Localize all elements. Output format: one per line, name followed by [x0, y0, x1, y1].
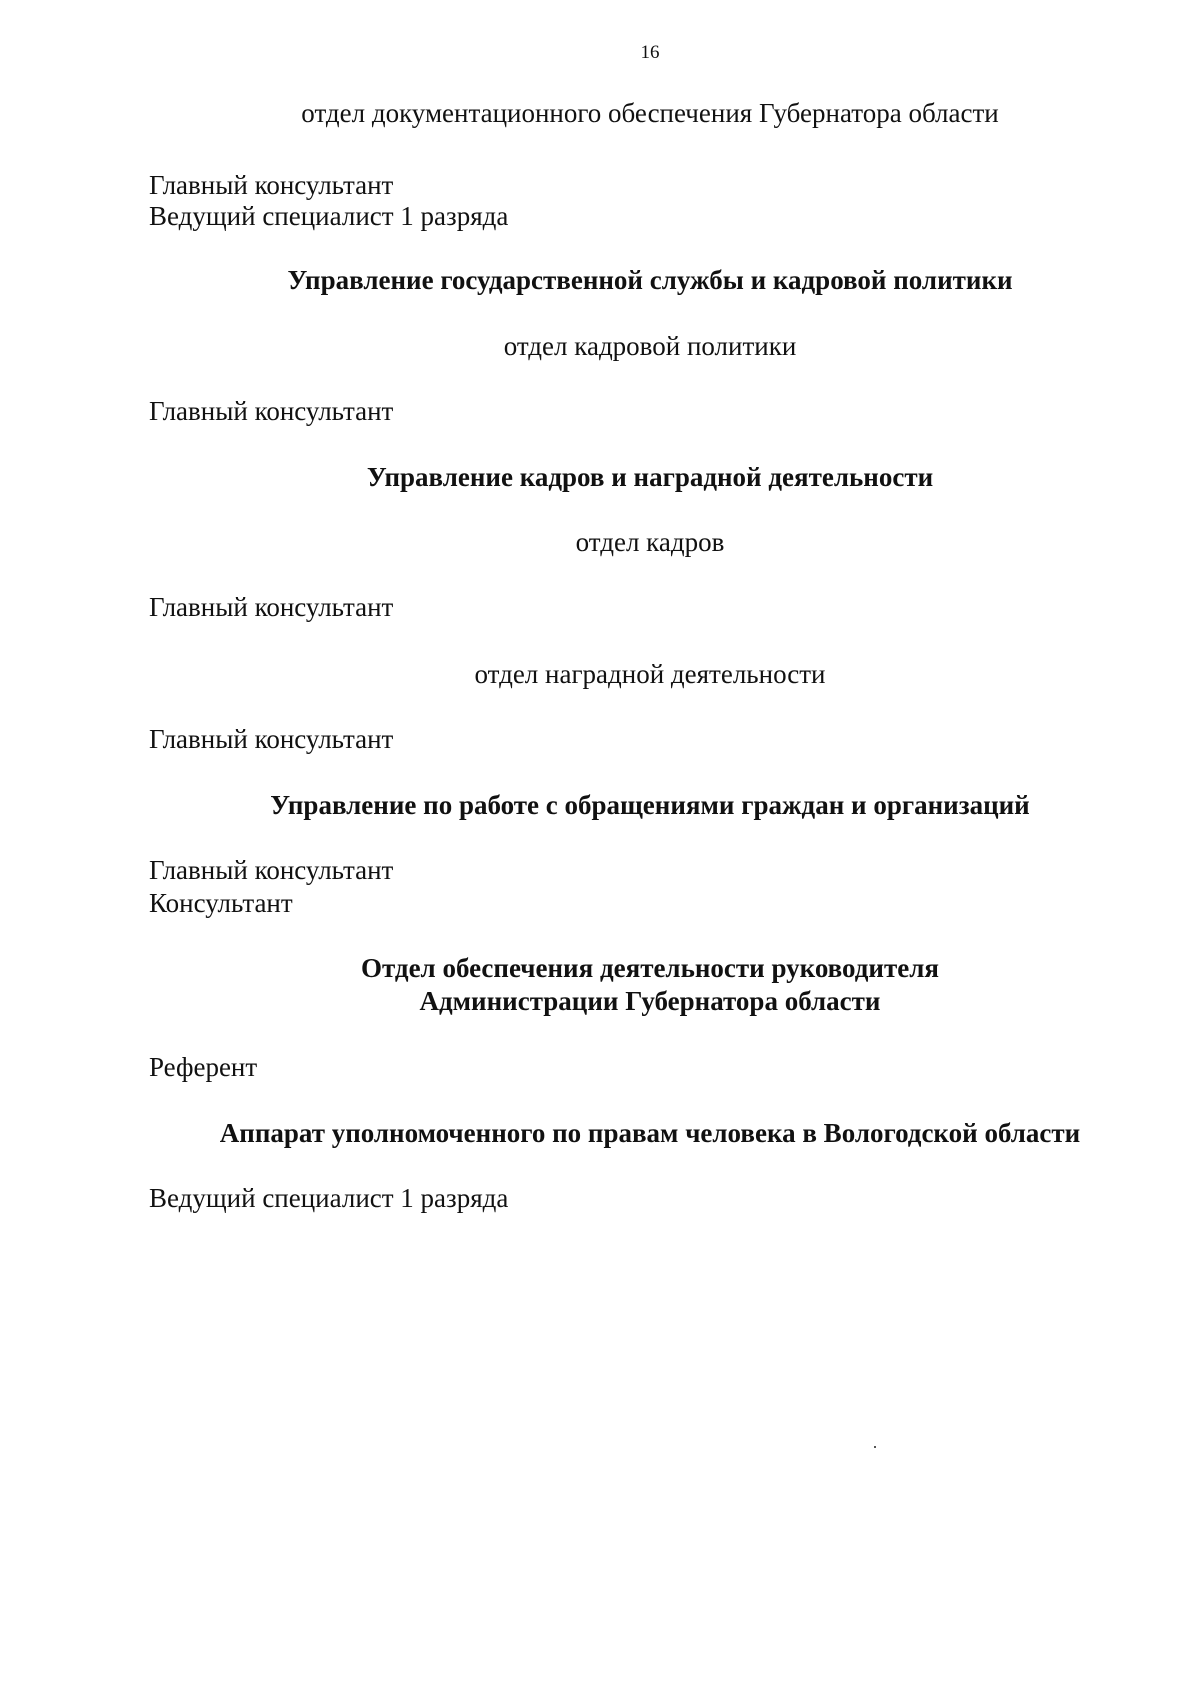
- position-line: Главный консультант: [149, 855, 394, 885]
- department-heading: Аппарат уполномоченного по правам человека в Вологодской области: [219, 1118, 1081, 1148]
- department-heading-line-1: Отдел обеспечения деятельности руководителя: [361, 953, 939, 983]
- department-heading: Управление государственной службы и кадровой политики: [287, 265, 1013, 295]
- department-heading: Управление кадров и наградной деятельности: [366, 462, 934, 492]
- subdepartment-title: отдел наградной деятельности: [474, 659, 826, 689]
- position-line: Консультант: [149, 888, 293, 918]
- position-line: Ведущий специалист 1 разряда: [149, 1183, 509, 1213]
- position-line: Ведущий специалист 1 разряда: [149, 201, 509, 231]
- position-line: Главный консультант: [149, 724, 394, 754]
- position-line: Референт: [149, 1052, 258, 1082]
- position-line: Главный консультант: [149, 592, 394, 622]
- scan-speck: [874, 1446, 876, 1448]
- position-line: Главный консультант: [149, 396, 394, 426]
- subdepartment-title: отдел кадровой политики: [503, 331, 797, 361]
- subdepartment-title: отдел кадров: [575, 527, 725, 557]
- department-heading-line-2: Администрации Губернатора области: [419, 986, 881, 1016]
- page-number: 16: [640, 42, 660, 63]
- position-line: Главный консультант: [149, 170, 394, 200]
- department-heading: Управление по работе с обращениями граждан и организаций: [270, 790, 1030, 820]
- subdepartment-title: отдел документационного обеспечения Губернатора области: [301, 98, 999, 128]
